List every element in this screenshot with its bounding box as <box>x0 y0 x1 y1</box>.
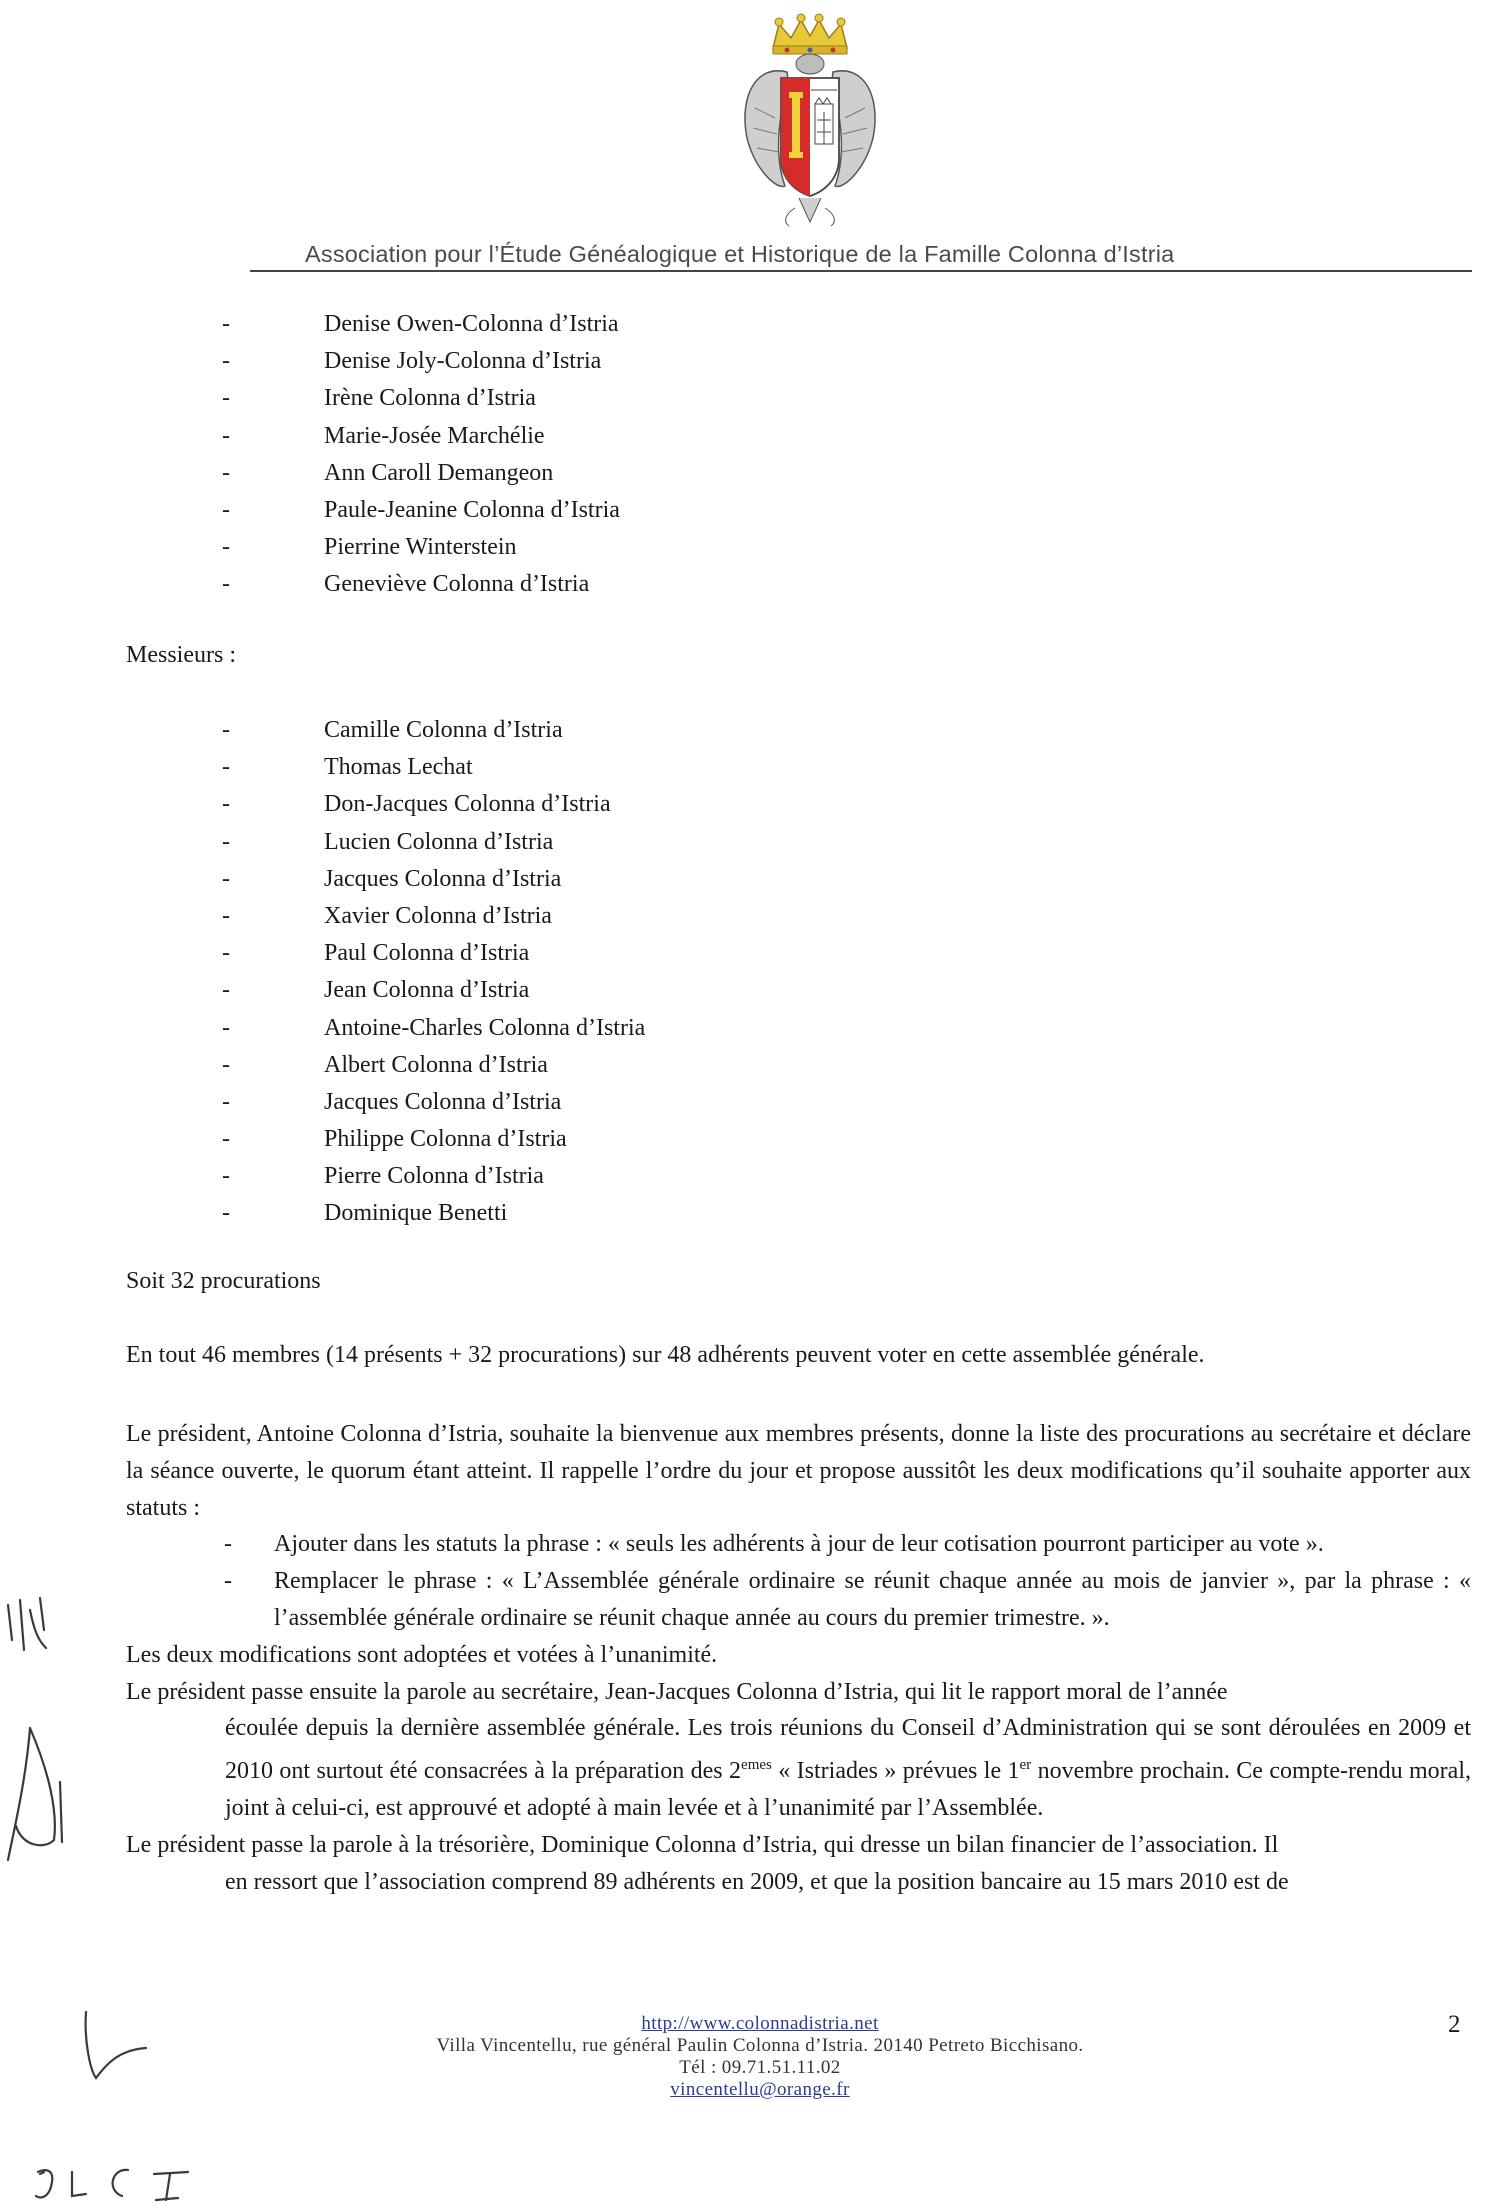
website-link[interactable]: http://www.colonnadistria.net <box>641 2013 879 2034</box>
statute-modifications-list <box>126 1526 1471 1636</box>
list-item: - Jacques Colonna d’Istria <box>222 1088 562 1115</box>
list-item: - Denise Joly-Colonna d’Istria <box>222 348 602 375</box>
messieurs-label: Messieurs : <box>126 642 236 668</box>
telephone: Tél : 09.71.51.11.02 <box>679 2057 841 2078</box>
list-item: - Camille Colonna d’Istria <box>222 717 563 743</box>
list-item: - Remplacer le phrase : « L’Assemblée générale ordinaire se réunit chaque année au mois de janvier », par la phrase : « l’assemblée générale ordinaire se réunit chaque année au cours du premier trimestre. ». <box>224 1568 1471 1631</box>
list-item: - Paul Colonna d’Istria <box>222 940 530 967</box>
list-item: - Paule-Jeanine Colonna d’Istria <box>222 496 620 523</box>
list-item: - Albert Colonna d’Istria <box>222 1051 548 1078</box>
list-item: - Jean Colonna d’Istria <box>222 977 530 1004</box>
moral-report-paragraph-first-line: Le président passe ensuite la parole au secrétaire, Jean-Jacques Colonna d’Istria, qui lit le rapport moral de l’année <box>126 1678 1228 1705</box>
list-item: - Lucien Colonna d’Istria <box>222 828 554 855</box>
postal-address: Villa Vincentellu, rue général Paulin Colonna d’Istria. 20140 Petreto Bicchisano. <box>436 2035 1084 2056</box>
list-item: - Pierrine Winterstein <box>222 534 517 561</box>
list-item: - Jacques Colonna d’Istria <box>222 865 562 892</box>
list-item: - Ann Caroll Demangeon <box>222 459 554 486</box>
coat-of-arms-logo <box>725 8 895 240</box>
list-item: - Philippe Colonna d’Istria <box>222 1126 567 1153</box>
president-opening-paragraph: Le président, Antoine Colonna d’Istria, souhaite la bienvenue aux membres présents, donne la liste des procurations au secrétaire et déclare la séance ouverte, le quorum étant atteint. Il rappelle l’ordre du jour et propose aussitôt les deux modifications qu’il souhaite apporter aux statuts : <box>126 1421 1471 1521</box>
crown-icon <box>773 14 847 54</box>
minutes-body <box>126 1416 1471 1900</box>
list-item: - Thomas Lechat <box>222 754 473 781</box>
list-item: - Don-Jacques Colonna d’Istria <box>222 791 611 818</box>
association-header-title: Association pour l’Étude Généalogique et Historique de la Famille Colonna d’Istria <box>305 241 1175 267</box>
handwritten-initials-signature <box>0 0 300 2208</box>
treasurer-paragraph-first-line: Le président passe la parole à la trésorière, Dominique Colonna d’Istria, qui dresse un bilan financier de l’association. Il <box>126 1831 1279 1858</box>
list-item: - Pierre Colonna d’Istria <box>222 1163 544 1190</box>
list-item: - Irène Colonna d’Istria <box>222 385 536 412</box>
list-item: - Xavier Colonna d’Istria <box>222 902 552 929</box>
email-link[interactable]: vincentellu@orange.fr <box>670 2079 850 2100</box>
page-number: 2 <box>1448 2011 1461 2038</box>
proxy-count-summary: Soit 32 procurations <box>126 1268 321 1294</box>
treasurer-paragraph: en ressort que l’association comprend 89 adhérents en 2009, et que la position bancaire au 15 mars 2010 est de <box>225 1868 1289 1895</box>
list-item: - Antoine-Charles Colonna d’Istria <box>222 1014 646 1041</box>
voting-members-summary: En tout 46 membres (14 présents + 32 procurations) sur 48 adhérents peuvent voter en cette assemblée générale. <box>126 1342 1205 1368</box>
moral-report-paragraph: écoulée depuis la dernière assemblée générale. Les trois réunions du Conseil d’Administration qui se sont déroulées en 2009 et 2010 ont surtout été consacrées à la préparation des 2emes « Istriades » prévues le 1er novembre prochain. Ce compte-rendu moral, joint à celui-ci, est approuvé et adopté à main levée et à l’unanimité par l’Assemblée. <box>225 1715 1471 1821</box>
footer-contact <box>360 2013 1160 2101</box>
list-item: - Ajouter dans les statuts la phrase : « seuls les adhérents à jour de leur cotisation pourront participer au vote ». <box>224 1531 1324 1558</box>
list-item: - Marie-Josée Marchélie <box>222 422 545 449</box>
list-item: - Dominique Benetti <box>222 1200 508 1227</box>
modifications-adopted-paragraph: Les deux modifications sont adoptées et votées à l’unanimité. <box>126 1641 718 1668</box>
list-item: - Denise Owen-Colonna d’Istria <box>222 311 619 337</box>
header-divider <box>250 270 1472 272</box>
list-item: - Geneviève Colonna d’Istria <box>222 571 590 598</box>
